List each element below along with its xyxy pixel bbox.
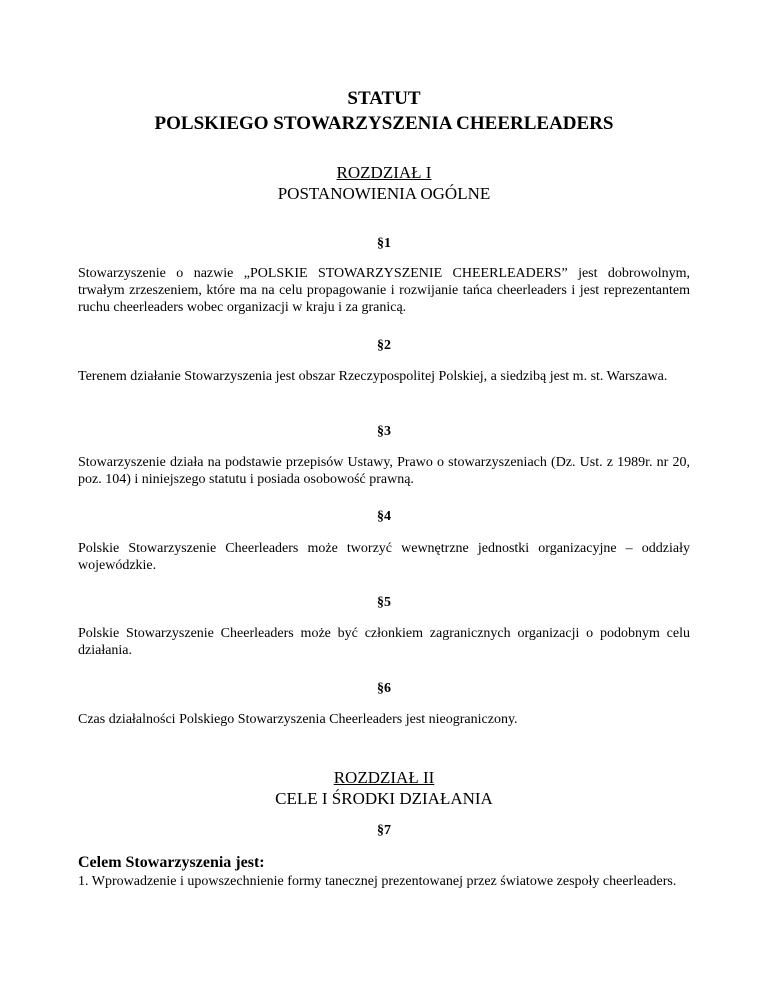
title-line-2: POLSKIEGO STOWARZYSZENIA CHEERLEADERS bbox=[154, 113, 614, 134]
document-title bbox=[78, 86, 690, 136]
chapter-2-title: CELE I ŚRODKI DZIAŁANIA bbox=[275, 789, 493, 808]
paragraph-1-text: Stowarzyszenie o nazwie „POLSKIE STOWARZYSZENIE CHEERLEADERS” jest dobrowolnym, trwałym zrzeszeniem, które ma na celu propagowanie i rozwijanie tańca cheerleaders i jest reprezentantem ruchu cheerleaders wobec organizacji w kraju i za granicą. bbox=[78, 266, 690, 315]
paragraph-1-label: §1 bbox=[377, 236, 391, 251]
paragraph-7-label: §7 bbox=[377, 823, 391, 838]
paragraph-4-text: Polskie Stowarzyszenie Cheerleaders może tworzyć wewnętrzne jednostki organizacyjne – oddziały wojewódzkie. bbox=[78, 541, 690, 573]
chapter-2-heading bbox=[78, 767, 690, 809]
paragraph-3-text: Stowarzyszenie działa na podstawie przepisów Ustawy, Prawo o stowarzyszeniach (Dz. Ust. z 1989r. nr 20, poz. 104) i niniejszego statutu i posiada osobowość prawną. bbox=[78, 455, 690, 487]
paragraph-2-text: Terenem działanie Stowarzyszenia jest obszar Rzeczypospolitej Polskiej, a siedzibą jest m. st. Warszawa. bbox=[78, 369, 668, 384]
chapter-1-title: POSTANOWIENIA OGÓLNE bbox=[277, 184, 491, 203]
paragraph-6-label: §6 bbox=[377, 681, 391, 696]
goals-list bbox=[78, 873, 690, 890]
chapter-1-heading bbox=[78, 162, 690, 204]
paragraph-3-label: §3 bbox=[377, 424, 391, 439]
paragraph-5-label: §5 bbox=[377, 595, 391, 610]
goals-heading: Celem Stowarzyszenia jest: bbox=[78, 854, 265, 871]
chapter-2-label: ROZDZIAŁ II bbox=[333, 768, 435, 787]
paragraph-5-text: Polskie Stowarzyszenie Cheerleaders może być członkiem zagranicznych organizacji o podobnym celu działania. bbox=[78, 626, 690, 658]
paragraph-2-label: §2 bbox=[377, 338, 391, 353]
title-line-1: STATUT bbox=[347, 88, 421, 109]
paragraph-6-text: Czas działalności Polskiego Stowarzyszenia Cheerleaders jest nieograniczony. bbox=[78, 712, 518, 727]
chapter-1-label: ROZDZIAŁ I bbox=[336, 163, 432, 182]
paragraph-4-label: §4 bbox=[377, 509, 391, 524]
list-item: 1. Wprowadzenie i upowszechnienie formy tanecznej prezentowanej przez światowe zespoły cheerleaders. bbox=[78, 874, 677, 889]
